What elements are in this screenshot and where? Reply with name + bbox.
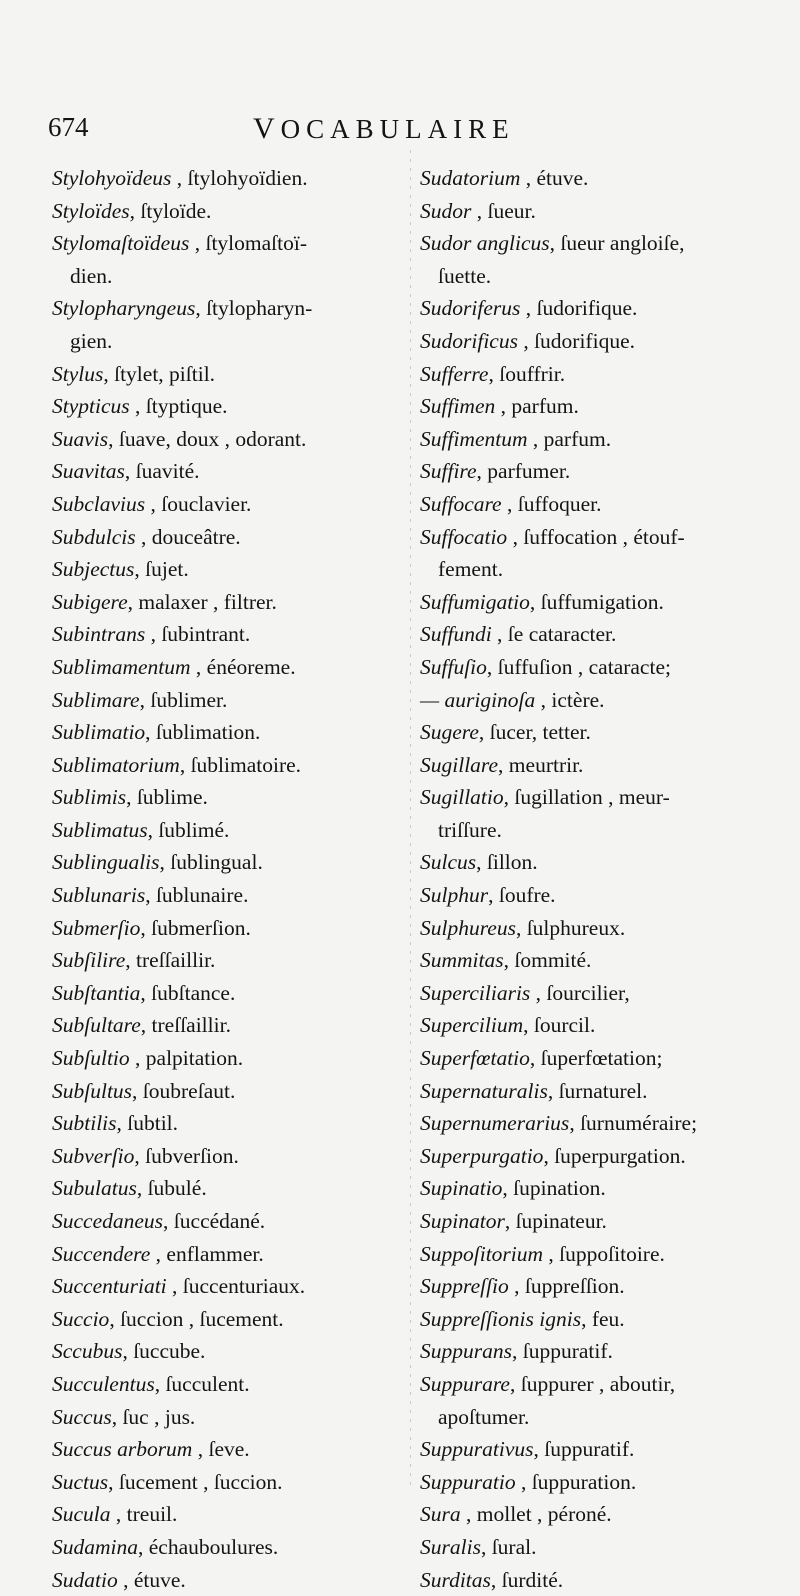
running-head [253, 112, 515, 146]
dictionary-entry [420, 455, 792, 488]
dictionary-entry [420, 1205, 792, 1238]
latin-term: Stylopharyngeus [52, 296, 196, 321]
french-translation: , ſujet. [134, 557, 189, 582]
dictionary-entry [52, 1368, 404, 1401]
dictionary-entry [52, 1042, 404, 1075]
french-translation: , ſuccion , ſucement. [109, 1306, 284, 1331]
latin-term: Sublimis [52, 785, 127, 810]
latin-term: Suppurare [420, 1371, 510, 1396]
latin-term: Sublimatio [52, 720, 146, 745]
french-translation: , ſtylopharyn- [195, 296, 313, 321]
french-translation: , ſoufre. [488, 883, 556, 908]
latin-term: Suffire [420, 459, 477, 484]
latin-term: Subjectus [52, 557, 135, 582]
latin-term: Superpurgatio [420, 1143, 544, 1168]
dictionary-entry [420, 879, 792, 912]
french-translation: , ſuffumigation. [529, 589, 664, 614]
latin-term: Supinatio [420, 1176, 503, 1201]
latin-term: Subſultus [52, 1078, 133, 1103]
latin-term: Sublimatorium [52, 752, 180, 777]
french-translation: , échauboulures. [138, 1534, 279, 1559]
dictionary-entry [52, 358, 404, 391]
dictionary-entry [52, 651, 404, 684]
french-translation: , ſourcilier, [530, 980, 630, 1005]
dictionary-entry [420, 423, 792, 456]
dictionary-entry [52, 944, 404, 977]
latin-term: Suavis [52, 426, 109, 451]
french-translation: , énéoreme. [190, 654, 296, 679]
french-translation: , ſtyptique. [129, 394, 228, 419]
latin-term: Sccubus [52, 1339, 123, 1364]
dictionary-entry [52, 390, 404, 423]
french-translation: , ſurnaturel. [547, 1078, 648, 1103]
french-translation: , ſudorifique. [520, 296, 638, 321]
dictionary-entry [420, 586, 792, 619]
french-translation: , ſueur. [471, 198, 536, 223]
dictionary-entry [420, 1531, 792, 1564]
dictionary-entry [52, 781, 404, 814]
french-translation: , ſucement , ſuccion. [108, 1469, 283, 1494]
latin-term: Subſultio [52, 1046, 130, 1071]
latin-term: Sudoriferus [420, 296, 521, 321]
dictionary-entry [420, 716, 792, 749]
dictionary-entry [420, 1172, 792, 1205]
dictionary-entry [420, 1270, 792, 1303]
latin-term: Superfœtatio [420, 1046, 530, 1071]
dictionary-entry [420, 358, 792, 391]
latin-term: Sublimare [52, 687, 140, 712]
dictionary-entry [420, 1433, 792, 1466]
latin-term: Sudorificus [420, 328, 518, 353]
french-translation: , ſubtil. [116, 1111, 179, 1136]
french-translation: , ſudorifique. [517, 328, 635, 353]
dictionary-entry [52, 684, 404, 717]
latin-term: Suppreſſio [420, 1274, 509, 1299]
french-translation: , ſuperfœtation; [529, 1046, 663, 1071]
latin-term: Sufferre [420, 361, 489, 386]
dictionary-entry [420, 195, 792, 228]
latin-term: Sudamina [52, 1534, 138, 1559]
french-translation: , ſublimatoire. [179, 752, 302, 777]
dictionary-entry [52, 455, 404, 488]
latin-term: Stylus [52, 361, 104, 386]
dictionary-entry [52, 553, 404, 586]
dictionary-entry [420, 227, 792, 292]
french-translation: , ſublimer. [139, 687, 228, 712]
latin-term: Supinator [420, 1209, 505, 1233]
french-translation: , parfum. [495, 394, 579, 419]
french-translation: , ſuffocation , étouf- [507, 524, 685, 549]
dictionary-entry [52, 521, 404, 554]
latin-term: Surditas [420, 1567, 491, 1592]
dictionary-entry [420, 390, 792, 423]
dictionary-entry [420, 1303, 792, 1336]
dictionary-entry [420, 1075, 792, 1108]
running-head-initial: V [253, 112, 281, 145]
dictionary-entry [52, 292, 404, 357]
french-translation: , ſuppuratif. [511, 1339, 613, 1364]
running-head-rest: OCABULAIRE [280, 114, 515, 144]
french-translation: , ſtylohyoïdien. [171, 166, 308, 190]
french-translation: , ſublimé. [147, 817, 230, 842]
dictionary-entry [52, 162, 404, 195]
french-translation: , ſubmerſion. [140, 915, 251, 940]
latin-term: Supernumerarius [420, 1111, 570, 1136]
entry-continuation: dien. [70, 263, 113, 288]
latin-term: Suffuſio [420, 654, 487, 679]
french-translation: , ſtylet, piſtil. [103, 361, 216, 386]
dictionary-entry [52, 488, 404, 521]
french-translation: , enflammer. [150, 1241, 264, 1266]
latin-term: Sura [420, 1502, 461, 1527]
french-translation: , treſſaillir. [125, 948, 216, 973]
dictionary-entry [420, 1140, 792, 1173]
latin-term: Sublingualis [52, 850, 160, 875]
french-translation: , ſuccenturiaux. [166, 1274, 306, 1299]
dictionary-entry [420, 618, 792, 651]
french-translation: , ſuppoſitoire. [543, 1241, 665, 1266]
latin-term: Subdulcis [52, 524, 136, 549]
dictionary-entry [52, 586, 404, 619]
dictionary-entry [420, 749, 792, 782]
latin-term: Sublimamentum [52, 654, 191, 679]
latin-term: Suralis [420, 1534, 481, 1559]
dictionary-entry [52, 1335, 404, 1368]
french-translation: , ſuppurer , aboutir, [509, 1371, 676, 1396]
french-translation: , feu. [581, 1306, 625, 1331]
french-translation: , ſuffoquer. [501, 491, 602, 516]
french-translation: , malaxer , filtrer. [127, 589, 277, 614]
latin-term: Sugillare [420, 752, 499, 777]
page-number: 674 [48, 112, 89, 142]
latin-term: Superciliaris [420, 980, 531, 1005]
french-translation: , ſueur angloiſe, [549, 231, 685, 256]
french-translation: , ſural. [480, 1534, 537, 1559]
dictionary-entry [420, 1335, 792, 1368]
dictionary-entry [52, 1564, 404, 1596]
french-translation: , ſubſtance. [140, 980, 236, 1005]
dictionary-entry [420, 1498, 792, 1531]
latin-term: Suppurativus [420, 1437, 534, 1462]
dictionary-entry [420, 781, 792, 846]
latin-term: Styloïdes [52, 198, 130, 223]
dictionary-entry [52, 423, 404, 456]
dictionary-entry [420, 521, 792, 586]
french-translation: , étuve. [117, 1567, 186, 1592]
latin-term: — auriginoſa [420, 687, 536, 712]
latin-term: Sublimatus [52, 817, 148, 842]
latin-term: Succedaneus [52, 1209, 164, 1233]
french-translation: , ſublime. [126, 785, 208, 810]
dictionary-entry [52, 846, 404, 879]
dictionary-entry [52, 1401, 404, 1434]
latin-term: Subintrans [52, 622, 146, 647]
latin-term: Sulphureus [420, 915, 516, 940]
french-translation: , ſommité. [503, 948, 592, 973]
latin-term: Submerſio [52, 915, 141, 940]
french-translation: , mollet , péroné. [460, 1502, 612, 1527]
dictionary-entry [52, 977, 404, 1010]
french-translation: , ſuccédané. [163, 1209, 266, 1233]
dictionary-entry [420, 1368, 792, 1433]
dictionary-entry [52, 879, 404, 912]
latin-term: Succus arborum [52, 1437, 193, 1462]
french-translation: , palpitation. [129, 1046, 244, 1071]
latin-term: Suppoſitorium [420, 1241, 544, 1266]
dictionary-entry [420, 1107, 792, 1140]
french-translation: , parfum. [527, 426, 612, 451]
dictionary-entry [420, 162, 792, 195]
latin-term: Subigere [52, 589, 128, 614]
dictionary-entry [420, 1564, 792, 1596]
dictionary-entry [52, 1270, 404, 1303]
dictionary-entry [52, 1009, 404, 1042]
entry-continuation: ſuette. [438, 263, 492, 288]
latin-term: Stylohyoïdeus [52, 166, 172, 190]
latin-term: Subſilire [52, 948, 126, 973]
latin-term: Suffimentum [420, 426, 528, 451]
french-translation: , parfumer. [476, 459, 571, 484]
dictionary-entry [52, 1531, 404, 1564]
french-translation: , ſuppuration. [515, 1469, 637, 1494]
entry-continuation: triſſure. [438, 817, 502, 842]
latin-term: Sudatio [52, 1567, 118, 1592]
latin-term: Subverſio [52, 1143, 135, 1168]
latin-term: Suavitas [52, 459, 125, 484]
dictionary-entry [420, 651, 792, 684]
latin-term: Supercilium [420, 1013, 524, 1038]
french-translation: , ſubintrant. [145, 622, 251, 647]
french-translation: , ſurdité. [490, 1567, 564, 1592]
french-translation: , ſucculent. [154, 1371, 250, 1396]
french-translation: , treuil. [110, 1502, 178, 1527]
french-translation: , ſuccube. [122, 1339, 206, 1364]
french-translation: , ſupination. [502, 1176, 606, 1201]
dictionary-entry [52, 749, 404, 782]
latin-term: Sucula [52, 1502, 111, 1527]
latin-term: Sugere [420, 720, 479, 745]
french-translation: , ſubulé. [136, 1176, 207, 1201]
dictionary-entry [52, 1433, 404, 1466]
latin-term: Suffundi [420, 622, 492, 647]
french-translation: , ſupinateur. [504, 1209, 607, 1233]
latin-term: Sudor anglicus [420, 231, 550, 256]
french-translation: , ſe cataracter. [491, 622, 617, 647]
french-translation: , ſulphureux. [515, 915, 626, 940]
french-translation: , ſublunaire. [145, 883, 249, 908]
entry-continuation: gien. [70, 328, 113, 353]
column-divider [410, 150, 411, 1490]
french-translation: , ſoubreſaut. [132, 1078, 236, 1103]
latin-term: Succendere [52, 1241, 151, 1266]
latin-term: Stypticus [52, 394, 130, 419]
dictionary-entry [420, 325, 792, 358]
french-translation: , ſouffrir. [488, 361, 566, 386]
french-translation: , ſuavité. [124, 459, 200, 484]
dictionary-entry [52, 1172, 404, 1205]
dictionary-entry [52, 227, 404, 292]
french-translation: , ſtylomaſtoï- [189, 231, 308, 256]
latin-term: Suffumigatio [420, 589, 530, 614]
latin-term: Subclavius [52, 491, 146, 516]
french-translation: , ſouclavier. [145, 491, 252, 516]
dictionary-entry [52, 1075, 404, 1108]
dictionary-entry [52, 1107, 404, 1140]
french-translation: , meurtrir. [498, 752, 584, 777]
left-column [52, 162, 404, 1596]
french-translation: , ſuave, doux , odorant. [108, 426, 307, 451]
latin-term: Subulatus [52, 1176, 137, 1201]
dictionary-entry [52, 814, 404, 847]
latin-term: Suppreſſionis ignis [420, 1306, 582, 1331]
french-translation: , ictère. [535, 687, 605, 712]
latin-term: Subſultare [52, 1013, 141, 1038]
latin-term: Sudatorium [420, 166, 521, 190]
latin-term: Suppurans [420, 1339, 512, 1364]
dictionary-entry [52, 912, 404, 945]
dictionary-entry [420, 912, 792, 945]
entry-continuation: fement. [438, 557, 504, 582]
dictionary-entry [52, 195, 404, 228]
french-translation: , ſuperpurgation. [543, 1143, 686, 1168]
latin-term: Succulentus [52, 1371, 155, 1396]
latin-term: Sublunaris [52, 883, 146, 908]
entry-continuation: apoſtumer. [438, 1404, 530, 1429]
french-translation: , ſucer, tetter. [478, 720, 591, 745]
dictionary-entry [52, 1466, 404, 1499]
french-translation: , ſuppreſſion. [508, 1274, 625, 1299]
dictionary-entry [52, 1238, 404, 1271]
latin-term: Suffocatio [420, 524, 508, 549]
dictionary-entry [420, 1042, 792, 1075]
french-translation: , ſugillation , meur- [503, 785, 670, 810]
french-translation: , ſurnuméraire; [569, 1111, 698, 1136]
latin-term: Sulcus [420, 850, 477, 875]
latin-term: Succus [52, 1404, 112, 1429]
dictionary-entry [420, 488, 792, 521]
french-translation: , ſuffuſion , cataracte; [486, 654, 671, 679]
latin-term: Succio [52, 1306, 110, 1331]
latin-term: Summitas [420, 948, 504, 973]
dictionary-entry [420, 1238, 792, 1271]
french-translation: , ſourcil. [523, 1013, 596, 1038]
french-translation: , ſtyloïde. [129, 198, 212, 223]
latin-term: Sulphur [420, 883, 489, 908]
page-header [48, 112, 760, 152]
french-translation: , treſſaillir. [140, 1013, 231, 1038]
latin-term: Suffocare [420, 491, 502, 516]
dictionary-entry [52, 1498, 404, 1531]
latin-term: Sugillatio [420, 785, 504, 810]
dictionary-entry [420, 292, 792, 325]
dictionary-entry [420, 1466, 792, 1499]
dictionary-entry [420, 977, 792, 1010]
dictionary-entry [52, 1205, 404, 1238]
dictionary-entry [420, 1009, 792, 1042]
dictionary-entry [420, 684, 792, 717]
latin-term: Suppuratio [420, 1469, 516, 1494]
french-translation: , étuve. [520, 166, 589, 190]
latin-term: Succenturiati [52, 1274, 167, 1299]
latin-term: Sudor [420, 198, 472, 223]
french-translation: , ſeve. [192, 1437, 250, 1462]
dictionary-entry [420, 846, 792, 879]
dictionary-entry [52, 716, 404, 749]
french-translation: , ſubverſion. [134, 1143, 239, 1168]
dictionary-entry [420, 944, 792, 977]
french-translation: , ſublingual. [159, 850, 263, 875]
right-column [420, 162, 792, 1596]
french-translation: , ſillon. [476, 850, 538, 875]
french-translation: , ſuc , jus. [111, 1404, 196, 1429]
latin-term: Subſtantia [52, 980, 141, 1005]
latin-term: Suffimen [420, 394, 496, 419]
french-translation: , douceâtre. [135, 524, 241, 549]
french-translation: , ſuppuratif. [533, 1437, 635, 1462]
latin-term: Stylomaſtoïdeus [52, 231, 190, 256]
dictionary-entry [52, 1303, 404, 1336]
dictionary-entry [52, 618, 404, 651]
latin-term: Subtilis [52, 1111, 117, 1136]
dictionary-entry [52, 1140, 404, 1173]
french-translation: , ſublimation. [145, 720, 261, 745]
latin-term: Supernaturalis [420, 1078, 548, 1103]
latin-term: Suctus [52, 1469, 109, 1494]
